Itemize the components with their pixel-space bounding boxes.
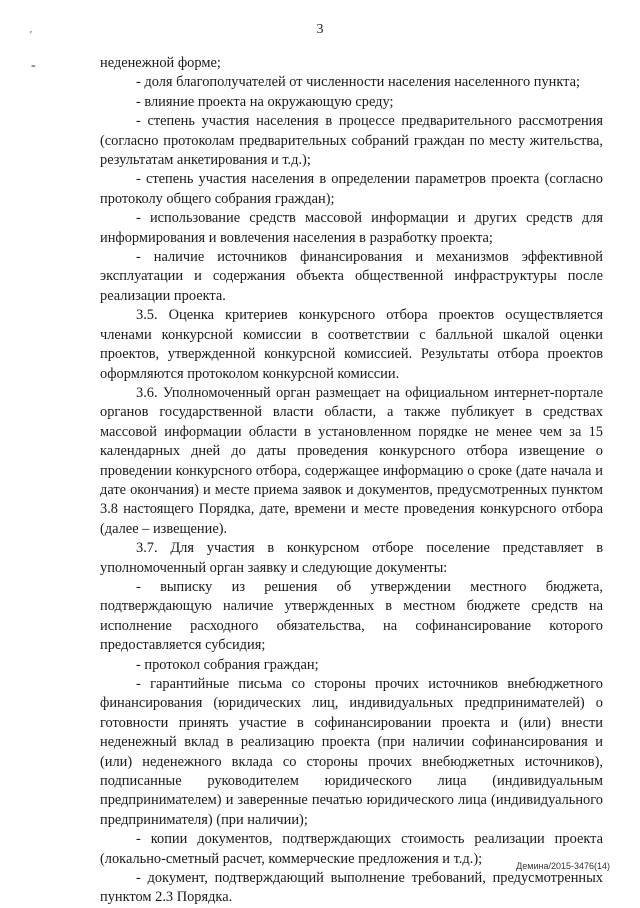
page-number: 3 [316,22,324,37]
paragraph: неденежной форме; [100,55,221,71]
paragraph: - степень участия населения в определении параметров проекта (согласно протоколу общего собрания граждан); [100,171,603,207]
paragraph: 3.5. Оценка критериев конкурсного отбора проектов осуществляется членами конкурсной комиссии в соответствии с балльной шкалой оценки проектов, утвержденной конкурсной комиссией. Результаты отбора проектов оформляются протоколом конкурсной комиссии. [100,307,603,382]
paragraph: 3.7. Для участия в конкурсном отборе поселение представляет в уполномоченный орган заявку и следующие документы: [100,540,603,576]
paragraph: - копии документов, подтверждающих стоимость реализации проекта (локально-сметный расчет, коммерческие предложения и т.д.); [100,831,603,867]
paragraph: 3.6. Уполномоченный орган размещает на официальном интернет-портале органов государственной власти области, а также публикует в средствах массовой информации области в установленном порядке не менее чем за 15 календарных дней до даты проведения конкурсного отбора извещение о проведении конкурсного отбора, содержащее информацию о сроке (дате начала и дате окончания) и месте приема заявок и документов, предусмотренных пунктом 3.8 настоящего Порядка, дате, времени и месте проведения конкурсного отбора (далее – извещение). [100,384,603,537]
document-body [100,54,603,908]
paragraph: - наличие источников финансирования и механизмов эффективной эксплуатации и содержания объекта общественной инфраструктуры после реализации проекта. [100,249,603,304]
margin-mark: ' [30,30,32,41]
paragraph: - использование средств массовой информации и других средств для информирования и вовлечения населения в разработку проекта; [100,210,603,246]
paragraph: - документ, подтверждающий выполнение требований, предусмотренных пунктом 2.3 Порядка. [100,870,603,906]
paragraph: - выписку из решения об утверждении местного бюджета, подтверждающую наличие утвержденных в местном бюджете средств на исполнение расходного обязательства, на софинансирование которого предоставляется субсидия; [100,578,603,654]
paragraph: - гарантийные письма со стороны прочих источников внебюджетного финансирования (юридических лиц, индивидуальных предпринимателей) о готовности принять участие в софинансировании проекта и (или) внести неденежный вклад в реализацию проекта (при наличии софинансирования и (или) неденежного вклада со стороны прочих внебюджетных источников), подписанные руководителем юридического лица (индивидуальным предпринимателем) и заверенные печатью юридического лица (индивидуального предпринимателя) (при наличии); [100,676,603,828]
margin-mark: - [31,58,36,73]
document-footer-code: Демина/2015-3476(14) [516,861,610,871]
paragraph: - протокол собрания граждан; [136,656,319,673]
paragraph: - степень участия населения в процессе предварительного рассмотрения (согласно протоколам предварительных собраний граждан по месту жительства, результатам анкетирования и т.д.); [100,113,603,169]
paragraph: - доля благополучателей от численности населения населенного пункта; [136,74,581,91]
paragraph: - влияние проекта на окружающую среду; [136,93,394,110]
